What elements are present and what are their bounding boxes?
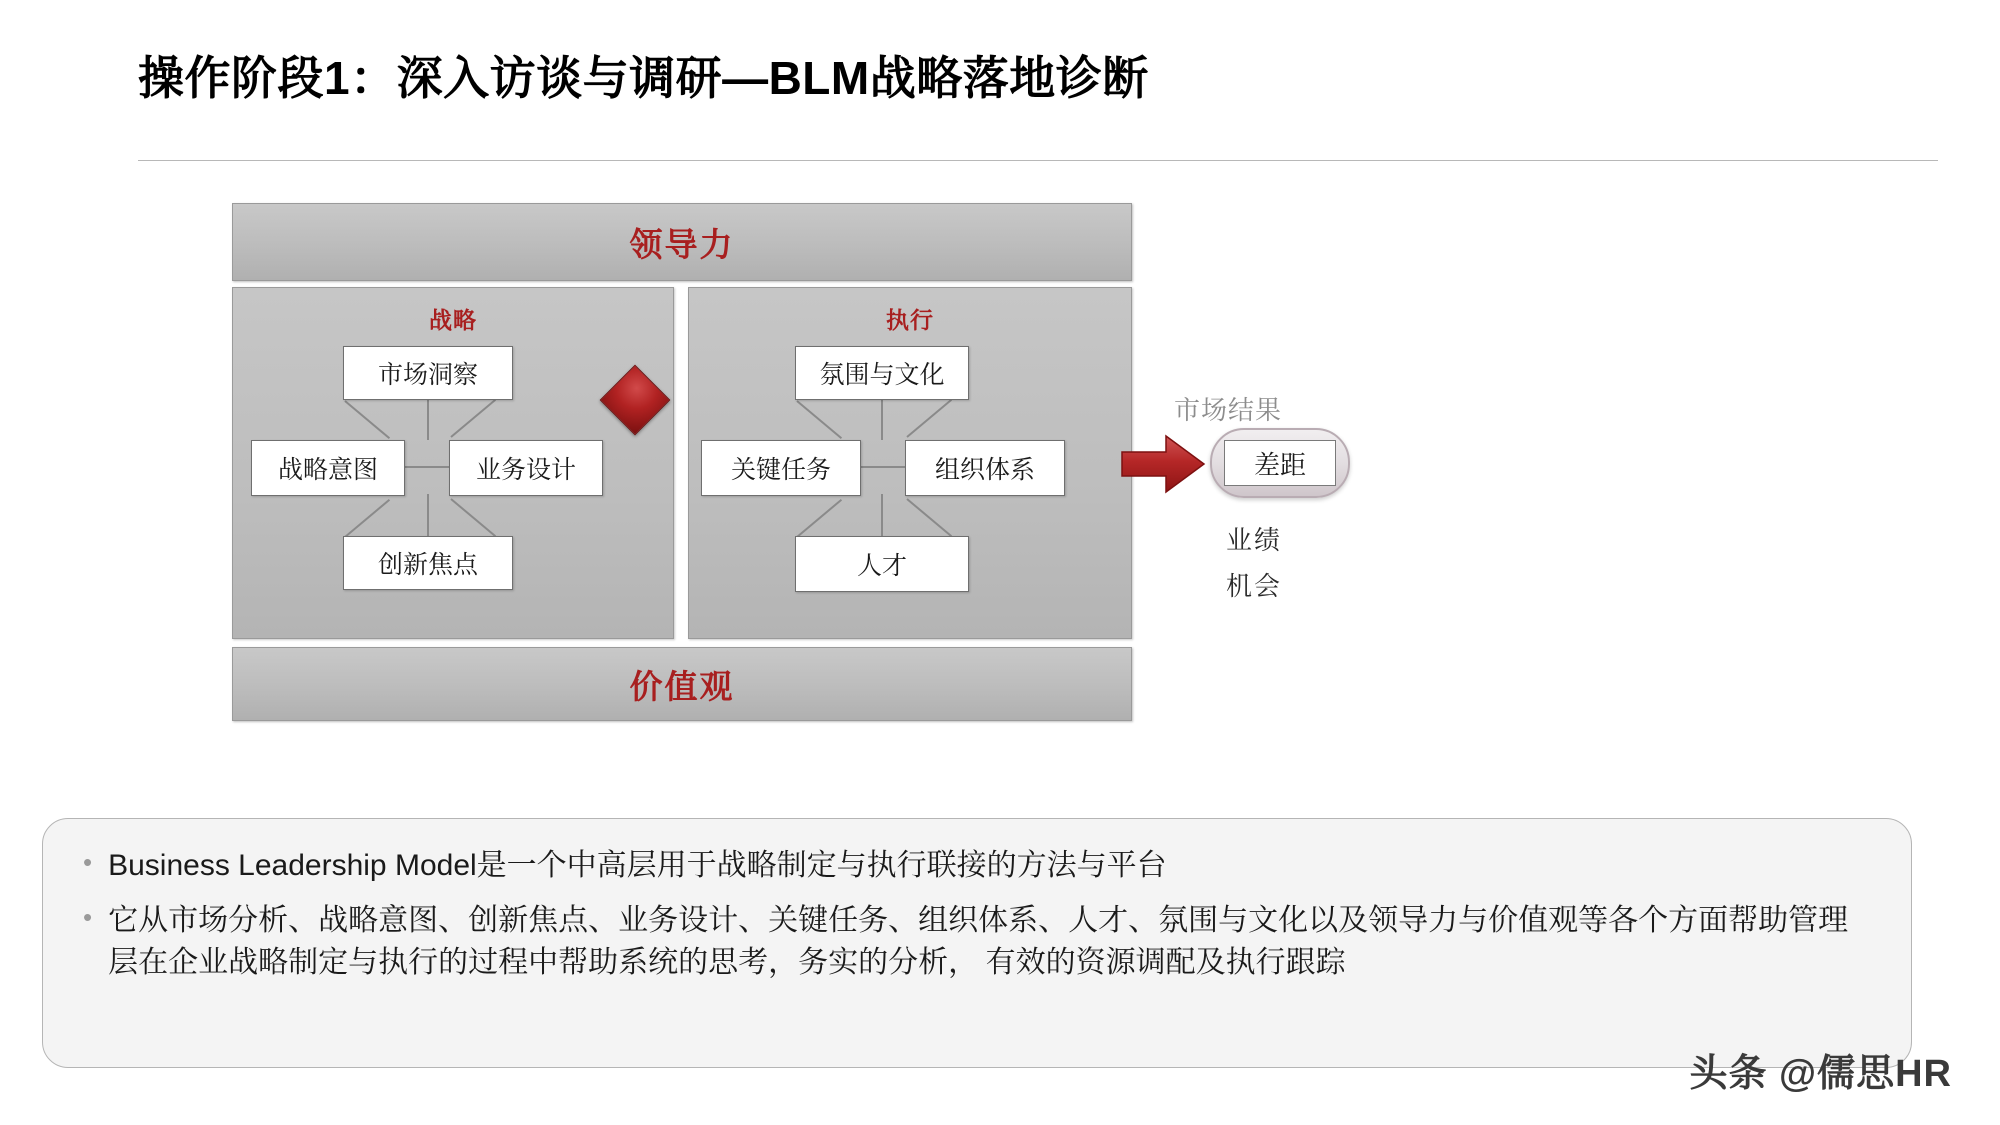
- connector-line: [906, 498, 952, 537]
- node-organization-system[interactable]: 组织体系: [905, 440, 1065, 496]
- connector-line: [427, 398, 429, 440]
- notes-panel: [42, 818, 1912, 1068]
- node-atmosphere-culture[interactable]: 氛围与文化: [795, 346, 969, 400]
- note-bullet-1-cn: 是一个中高层用于战略制定与执行联接的方法与平台: [476, 849, 1167, 882]
- node-key-tasks[interactable]: 关键任务: [701, 440, 861, 496]
- watermark: 头条 @儒思HR: [1689, 1053, 1952, 1095]
- connector-line: [796, 400, 842, 439]
- leadership-band: 领导力: [232, 203, 1132, 281]
- connector-line: [344, 499, 390, 538]
- connector-line: [859, 466, 905, 468]
- gap-label: 差距: [1224, 440, 1336, 486]
- execution-panel-title: 执行: [886, 307, 934, 333]
- page-title: 操作阶段1：深入访谈与调研—BLM战略落地诊断: [138, 52, 1149, 104]
- strategy-panel-title: 战略: [429, 307, 477, 333]
- values-band: 价值观: [232, 647, 1132, 721]
- execution-panel: [688, 287, 1132, 639]
- market-result-label: 市场结果: [1174, 395, 1283, 425]
- market-results-group: [1130, 370, 1430, 670]
- result-item-performance: 业绩: [1226, 525, 1283, 555]
- title-divider: [138, 160, 1938, 161]
- connector-line: [450, 498, 496, 537]
- node-innovation-focus[interactable]: 创新焦点: [343, 536, 513, 590]
- connector-line: [906, 399, 952, 438]
- node-strategy-intent[interactable]: 战略意图: [251, 440, 405, 496]
- result-item-opportunity: 机会: [1226, 571, 1283, 601]
- right-arrow-icon: [1120, 432, 1206, 496]
- note-bullet-2: 它从市场分析、战略意图、创新焦点、业务设计、关键任务、组织体系、人才、氛围与文化以及领导力与价值观等各个方面帮助管理层在企业战略制定与执行的过程中帮助系统的思考，务实的分析， 有效的资源调配及执行跟踪: [108, 903, 1849, 980]
- connector-line: [450, 399, 496, 438]
- connector-line: [881, 494, 883, 536]
- blm-model-diagram: [232, 203, 1132, 720]
- connector-line: [344, 400, 390, 439]
- gap-badge[interactable]: [1210, 428, 1350, 498]
- bullet-icon: •: [83, 901, 93, 932]
- node-market-insight[interactable]: 市场洞察: [343, 346, 513, 400]
- list-item: [83, 900, 1871, 985]
- note-bullet-1-en: Business Leadership Model: [108, 849, 477, 882]
- bullet-icon: •: [83, 847, 93, 877]
- node-business-design[interactable]: 业务设计: [449, 440, 603, 496]
- strategy-panel: [232, 287, 674, 639]
- connector-line: [796, 499, 842, 538]
- connector-line: [881, 398, 883, 440]
- list-item: [83, 845, 1871, 888]
- connector-line: [427, 494, 429, 536]
- connector-line: [403, 466, 449, 468]
- node-talent[interactable]: 人才: [795, 536, 969, 592]
